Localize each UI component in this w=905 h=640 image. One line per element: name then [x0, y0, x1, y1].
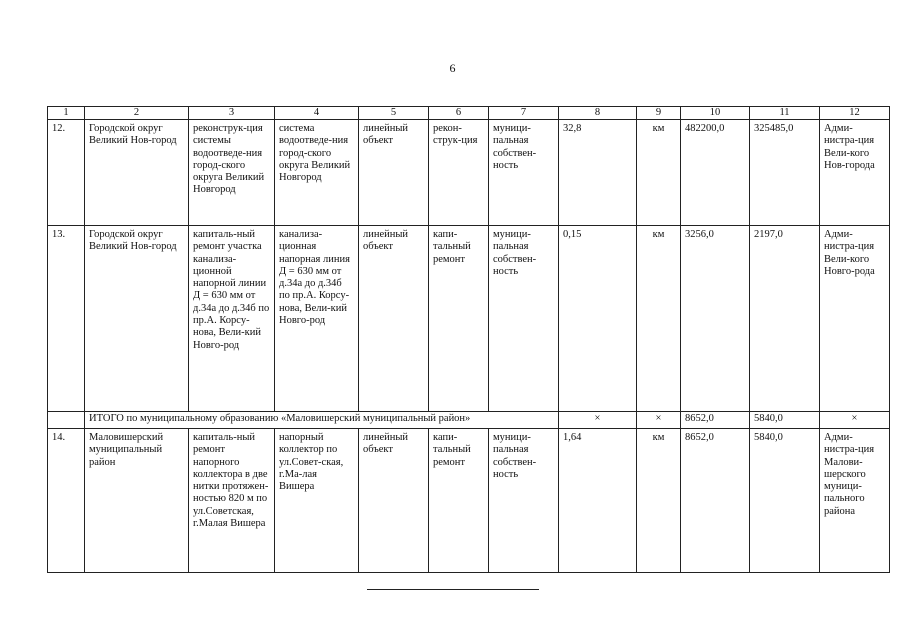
- investment-table: [47, 106, 890, 573]
- column-header: 5: [359, 107, 429, 120]
- column-header: 12: [820, 107, 890, 120]
- capacity-cell: 1,64: [559, 429, 637, 573]
- object-cell: напорный коллектор по ул.Совет-ская, г.Ма-лая Вишера: [275, 429, 359, 573]
- column-header: 10: [681, 107, 750, 120]
- project-name-cell: капиталь-ный ремонт напорного коллектора в две нитки протяжен-ностью 820 м по ул.Советская, г.Малая Вишера: [189, 429, 275, 573]
- owner-cell: Адми-нистра-ция Вели-кого Новго-рода: [820, 226, 890, 412]
- cost-part-cell: 325485,0: [750, 120, 820, 226]
- total-row: [48, 412, 890, 429]
- row-number: 14.: [48, 429, 85, 573]
- column-number-row: [48, 107, 890, 120]
- owner-cell: Адми-нистра-ция Малови-шерского муници-пального района: [820, 429, 890, 573]
- ownership-cell: муници-пальная собствен-ность: [489, 120, 559, 226]
- page-number: 6: [449, 61, 456, 75]
- owner-cell: Адми-нистра-ция Вели-кого Нов-города: [820, 120, 890, 226]
- row-number: 12.: [48, 120, 85, 226]
- total-cost-part-cell: 5840,0: [750, 412, 820, 429]
- territory-cell: Городской округ Великий Нов-город: [85, 120, 189, 226]
- total-capacity-cell: ×: [559, 412, 637, 429]
- table-row: [48, 226, 890, 412]
- work-type-cell: рекон-струк-ция: [429, 120, 489, 226]
- column-header: 1: [48, 107, 85, 120]
- territory-cell: Маловишерский муниципальный район: [85, 429, 189, 573]
- object-type-cell: линейный объект: [359, 429, 429, 573]
- total-cost-cell: 8652,0: [681, 412, 750, 429]
- project-name-cell: реконструк-ция системы водоотведе-ния город-ского округа Великий Новгород: [189, 120, 275, 226]
- table-row: [48, 429, 890, 573]
- column-header: 7: [489, 107, 559, 120]
- work-type-cell: капи-тальный ремонт: [429, 226, 489, 412]
- work-type-cell: капи-тальный ремонт: [429, 429, 489, 573]
- table-row: [48, 120, 890, 226]
- bottom-separator-line: [367, 589, 539, 590]
- column-header: 2: [85, 107, 189, 120]
- empty-cell: [48, 412, 85, 429]
- column-header: 3: [189, 107, 275, 120]
- capacity-cell: 0,15: [559, 226, 637, 412]
- unit-cell: км: [637, 226, 681, 412]
- territory-cell: Городской округ Великий Нов-город: [85, 226, 189, 412]
- column-header: 11: [750, 107, 820, 120]
- unit-cell: км: [637, 429, 681, 573]
- object-cell: система водоотведе-ния город-ского округа Великий Новгород: [275, 120, 359, 226]
- total-unit-cell: ×: [637, 412, 681, 429]
- object-cell: канализа-ционная напорная линия Д = 630 мм от д.34а до д.34б по пр.А. Корсу-нова, Вели-кий Новго-род: [275, 226, 359, 412]
- object-type-cell: линейный объект: [359, 226, 429, 412]
- ownership-cell: муници-пальная собствен-ность: [489, 226, 559, 412]
- object-type-cell: линейный объект: [359, 120, 429, 226]
- unit-cell: км: [637, 120, 681, 226]
- column-header: 8: [559, 107, 637, 120]
- column-header: 9: [637, 107, 681, 120]
- total-label: ИТОГО по муниципальному образованию «Маловишерский муниципальный район»: [85, 412, 559, 429]
- cost-total-cell: 482200,0: [681, 120, 750, 226]
- total-owner-cell: ×: [820, 412, 890, 429]
- cost-total-cell: 3256,0: [681, 226, 750, 412]
- column-header: 4: [275, 107, 359, 120]
- cost-part-cell: 2197,0: [750, 226, 820, 412]
- column-header: 6: [429, 107, 489, 120]
- project-name-cell: капиталь-ный ремонт участка канализа-ционной напорной линии Д = 630 мм от д.34а до д.34б по пр.А. Корсу-нова, Вели-кий Новго-род: [189, 226, 275, 412]
- row-number: 13.: [48, 226, 85, 412]
- cost-part-cell: 5840,0: [750, 429, 820, 573]
- ownership-cell: муници-пальная собствен-ность: [489, 429, 559, 573]
- cost-total-cell: 8652,0: [681, 429, 750, 573]
- capacity-cell: 32,8: [559, 120, 637, 226]
